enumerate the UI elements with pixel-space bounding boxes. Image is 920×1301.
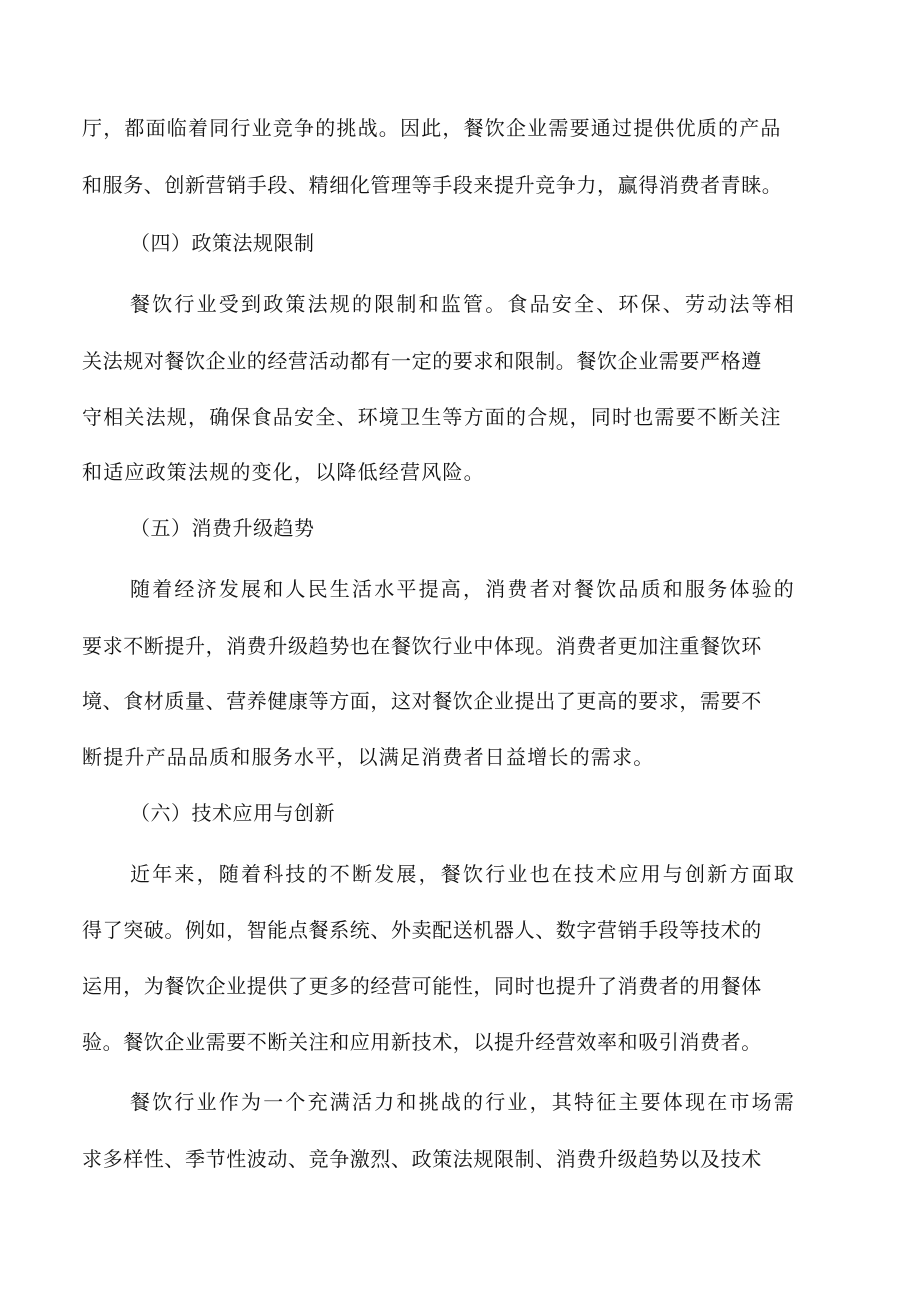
paragraph-line: 和服务、创新营销手段、精细化管理等手段来提升竞争力，赢得消费者青睐。 <box>82 173 783 197</box>
paragraph-line: 和适应政策法规的变化，以降低经营风险。 <box>82 460 485 484</box>
paragraph-line: 厅，都面临着同行业竞争的挑战。因此，餐饮企业需要通过提供优质的产品 <box>82 116 782 140</box>
section-heading: （六）技术应用与创新 <box>130 801 335 825</box>
paragraph-line: 要求不断提升，消费升级趋势也在餐饮行业中体现。消费者更加注重餐饮环 <box>82 634 762 658</box>
paragraph-line: 验。餐饮企业需要不断关注和应用新技术，以提升经营效率和吸引消费者。 <box>82 1030 762 1054</box>
paragraph-line: 近年来，随着科技的不断发展，餐饮行业也在技术应用与创新方面取 <box>130 862 796 886</box>
paragraph-line: 守相关法规，确保食品安全、环境卫生等方面的合规，同时也需要不断关注 <box>82 405 782 429</box>
paragraph-line: 境、食材质量、营养健康等方面，这对餐饮企业提出了更高的要求，需要不 <box>82 689 762 713</box>
paragraph-line: 餐饮行业受到政策法规的限制和监管。食品安全、环保、劳动法等相 <box>130 292 796 316</box>
section-heading: （四）政策法规限制 <box>130 231 315 255</box>
paragraph-line: 关法规对餐饮企业的经营活动都有一定的要求和限制。餐饮企业需要严格遵 <box>82 349 762 373</box>
paragraph-line: 断提升产品品质和服务水平，以满足消费者日益增长的需求。 <box>82 745 655 769</box>
paragraph-line: 得了突破。例如，智能点餐系统、外卖配送机器人、数字营销手段等技术的 <box>82 918 762 942</box>
paragraph-line: 求多样性、季节性波动、竞争激烈、政策法规限制、消费升级趋势以及技术 <box>82 1147 762 1171</box>
paragraph-line: 随着经济发展和人民生活水平提高，消费者对餐饮品质和服务体验的 <box>130 577 796 601</box>
paragraph-line: 餐饮行业作为一个充满活力和挑战的行业，其特征主要体现在市场需 <box>130 1090 796 1114</box>
section-heading: （五）消费升级趋势 <box>130 516 315 540</box>
paragraph-line: 运用，为餐饮企业提供了更多的经营可能性，同时也提升了消费者的用餐体 <box>82 974 762 998</box>
